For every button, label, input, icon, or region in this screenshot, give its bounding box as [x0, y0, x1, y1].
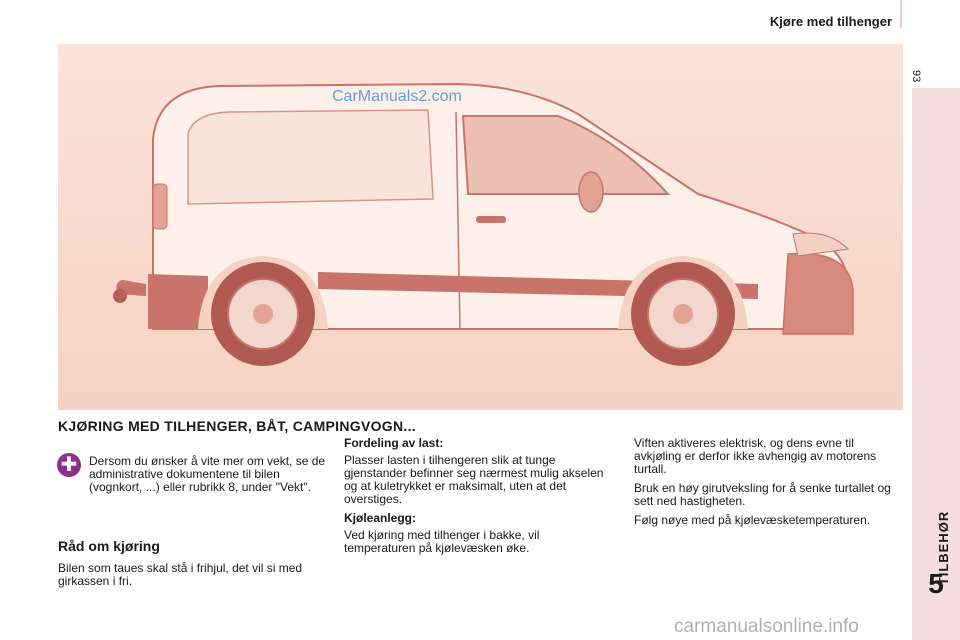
header-divider — [900, 0, 902, 28]
van-illustration — [58, 44, 903, 410]
headlight — [793, 233, 848, 256]
fan-advice-column — [634, 437, 904, 533]
rear-wheel-hub — [253, 304, 273, 324]
cooling-system-text: Ved kjøring med tilhenger i bakke, vil temperaturen på kjølevæsken øke. — [344, 528, 540, 555]
front-bumper — [783, 253, 853, 334]
page-number: 93 — [910, 70, 922, 83]
note-text: Dersom du ønsker å vite mer om vekt, se de administrative dokumentene til bilen (vognkort, ...) eller rubrikk 8, under "Vekt". — [89, 454, 326, 494]
door-handle — [476, 216, 506, 223]
plus-icon: ✚ — [57, 453, 81, 477]
chapter-number: 5 — [928, 568, 944, 599]
watermark-bottom: carmanualsonline.info — [674, 616, 859, 637]
load-distribution-text: Plasser lasten i tilhengeren slik at tunge gjenstander befinner seg nærmest mulig akselen og at kuletrykket er maksimalt, uten at det overstiges. — [344, 453, 604, 506]
van-illustration-panel — [58, 44, 903, 410]
front-wheel-hub — [673, 304, 693, 324]
wing-mirror — [579, 172, 603, 212]
cooling-system-heading: Kjøleanlegg: — [344, 511, 417, 525]
rear-side-window — [188, 110, 433, 204]
gear-paragraph: Bruk en høy girutveksling for å senke turtallet og sett ned hastigheten. — [634, 481, 891, 508]
chapter-sidebar — [912, 88, 960, 640]
rear-light — [153, 184, 167, 229]
chapter-label: TILBEHØR — [936, 510, 951, 586]
fan-paragraph: Viften aktiveres elektrisk, og dens evne til avkjøling er derfor ikke avhengig av motorens turtall. — [634, 436, 877, 476]
driving-advice-heading: Råd om kjøring — [58, 538, 160, 554]
page-header-title: Kjøre med tilhenger — [769, 14, 892, 29]
load-cooling-column — [344, 437, 606, 561]
temperature-paragraph: Følg nøye med på kjølevæsketemperaturen. — [634, 513, 871, 527]
section-title: KJØRING MED TILHENGER, BÅT, CAMPINGVOGN... — [58, 418, 416, 434]
load-distribution-heading: Fordeling av last: — [344, 436, 444, 450]
watermark-top: CarManuals2.com — [332, 88, 462, 105]
driving-advice-text: Bilen som taues skal stå i frihjul, det vil si med girkassen i fri. — [58, 561, 303, 588]
tow-ball — [113, 289, 127, 303]
